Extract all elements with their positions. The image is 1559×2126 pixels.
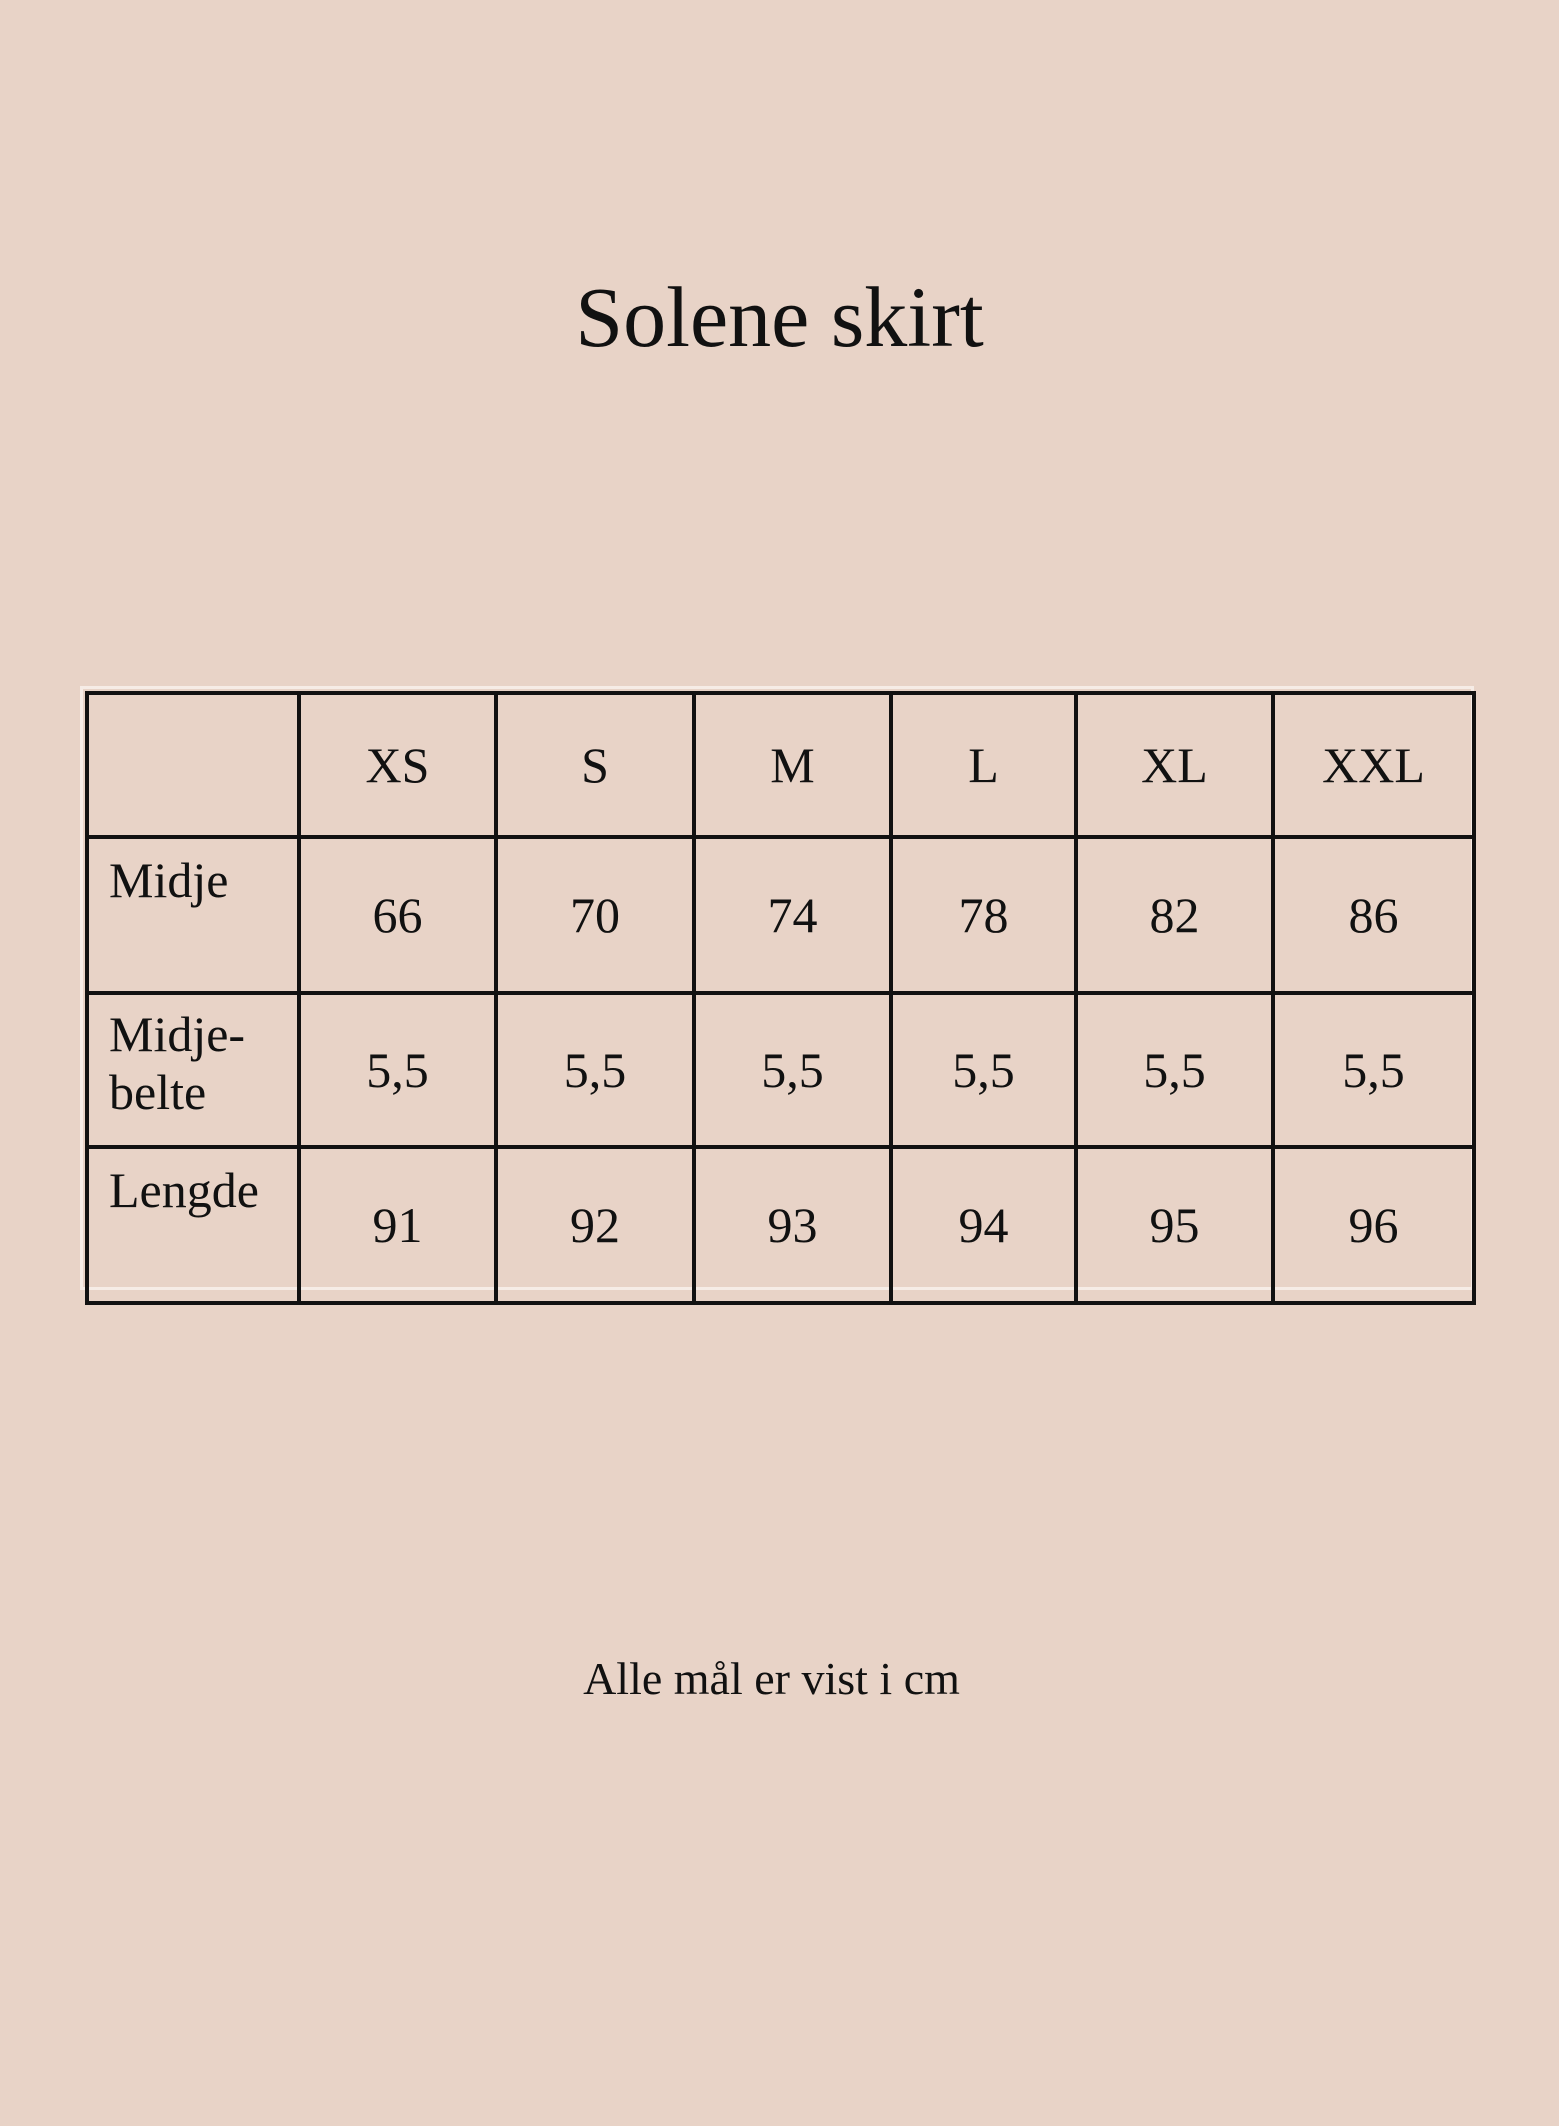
row-label: Lengde [87,1147,299,1303]
table-cell: 93 [694,1147,891,1303]
size-header: S [496,693,694,837]
units-note: Alle mål er vist i cm [583,1653,960,1704]
page-title: Solene skirt [575,269,984,365]
size-header: XL [1076,693,1273,837]
table-cell: 95 [1076,1147,1273,1303]
corner-cell [87,693,299,837]
row-label-text: Midje- belte [109,1006,246,1120]
size-header: L [891,693,1076,837]
table-cell: 92 [496,1147,694,1303]
size-header: M [694,693,891,837]
header-row [87,693,1474,837]
table-row-lengde [87,1147,1474,1303]
table-cell: 5,5 [496,993,694,1147]
size-header: XS [299,693,496,837]
row-label [87,993,299,1147]
table-row-midje [87,837,1474,993]
table-cell: 5,5 [891,993,1076,1147]
table-cell: 5,5 [299,993,496,1147]
table-cell: 74 [694,837,891,993]
table-cell: 70 [496,837,694,993]
table-cell: 82 [1076,837,1273,993]
table-cell: 94 [891,1147,1076,1303]
size-header: XXL [1273,693,1474,837]
table-cell: 5,5 [694,993,891,1147]
size-table [85,691,1476,1305]
row-label: Midje [87,837,299,993]
table-cell: 96 [1273,1147,1474,1303]
table-cell: 5,5 [1273,993,1474,1147]
table-cell: 66 [299,837,496,993]
table-cell: 91 [299,1147,496,1303]
table-row-midjebelte [87,993,1474,1147]
table-cell: 78 [891,837,1076,993]
table-cell: 86 [1273,837,1474,993]
table-cell: 5,5 [1076,993,1273,1147]
